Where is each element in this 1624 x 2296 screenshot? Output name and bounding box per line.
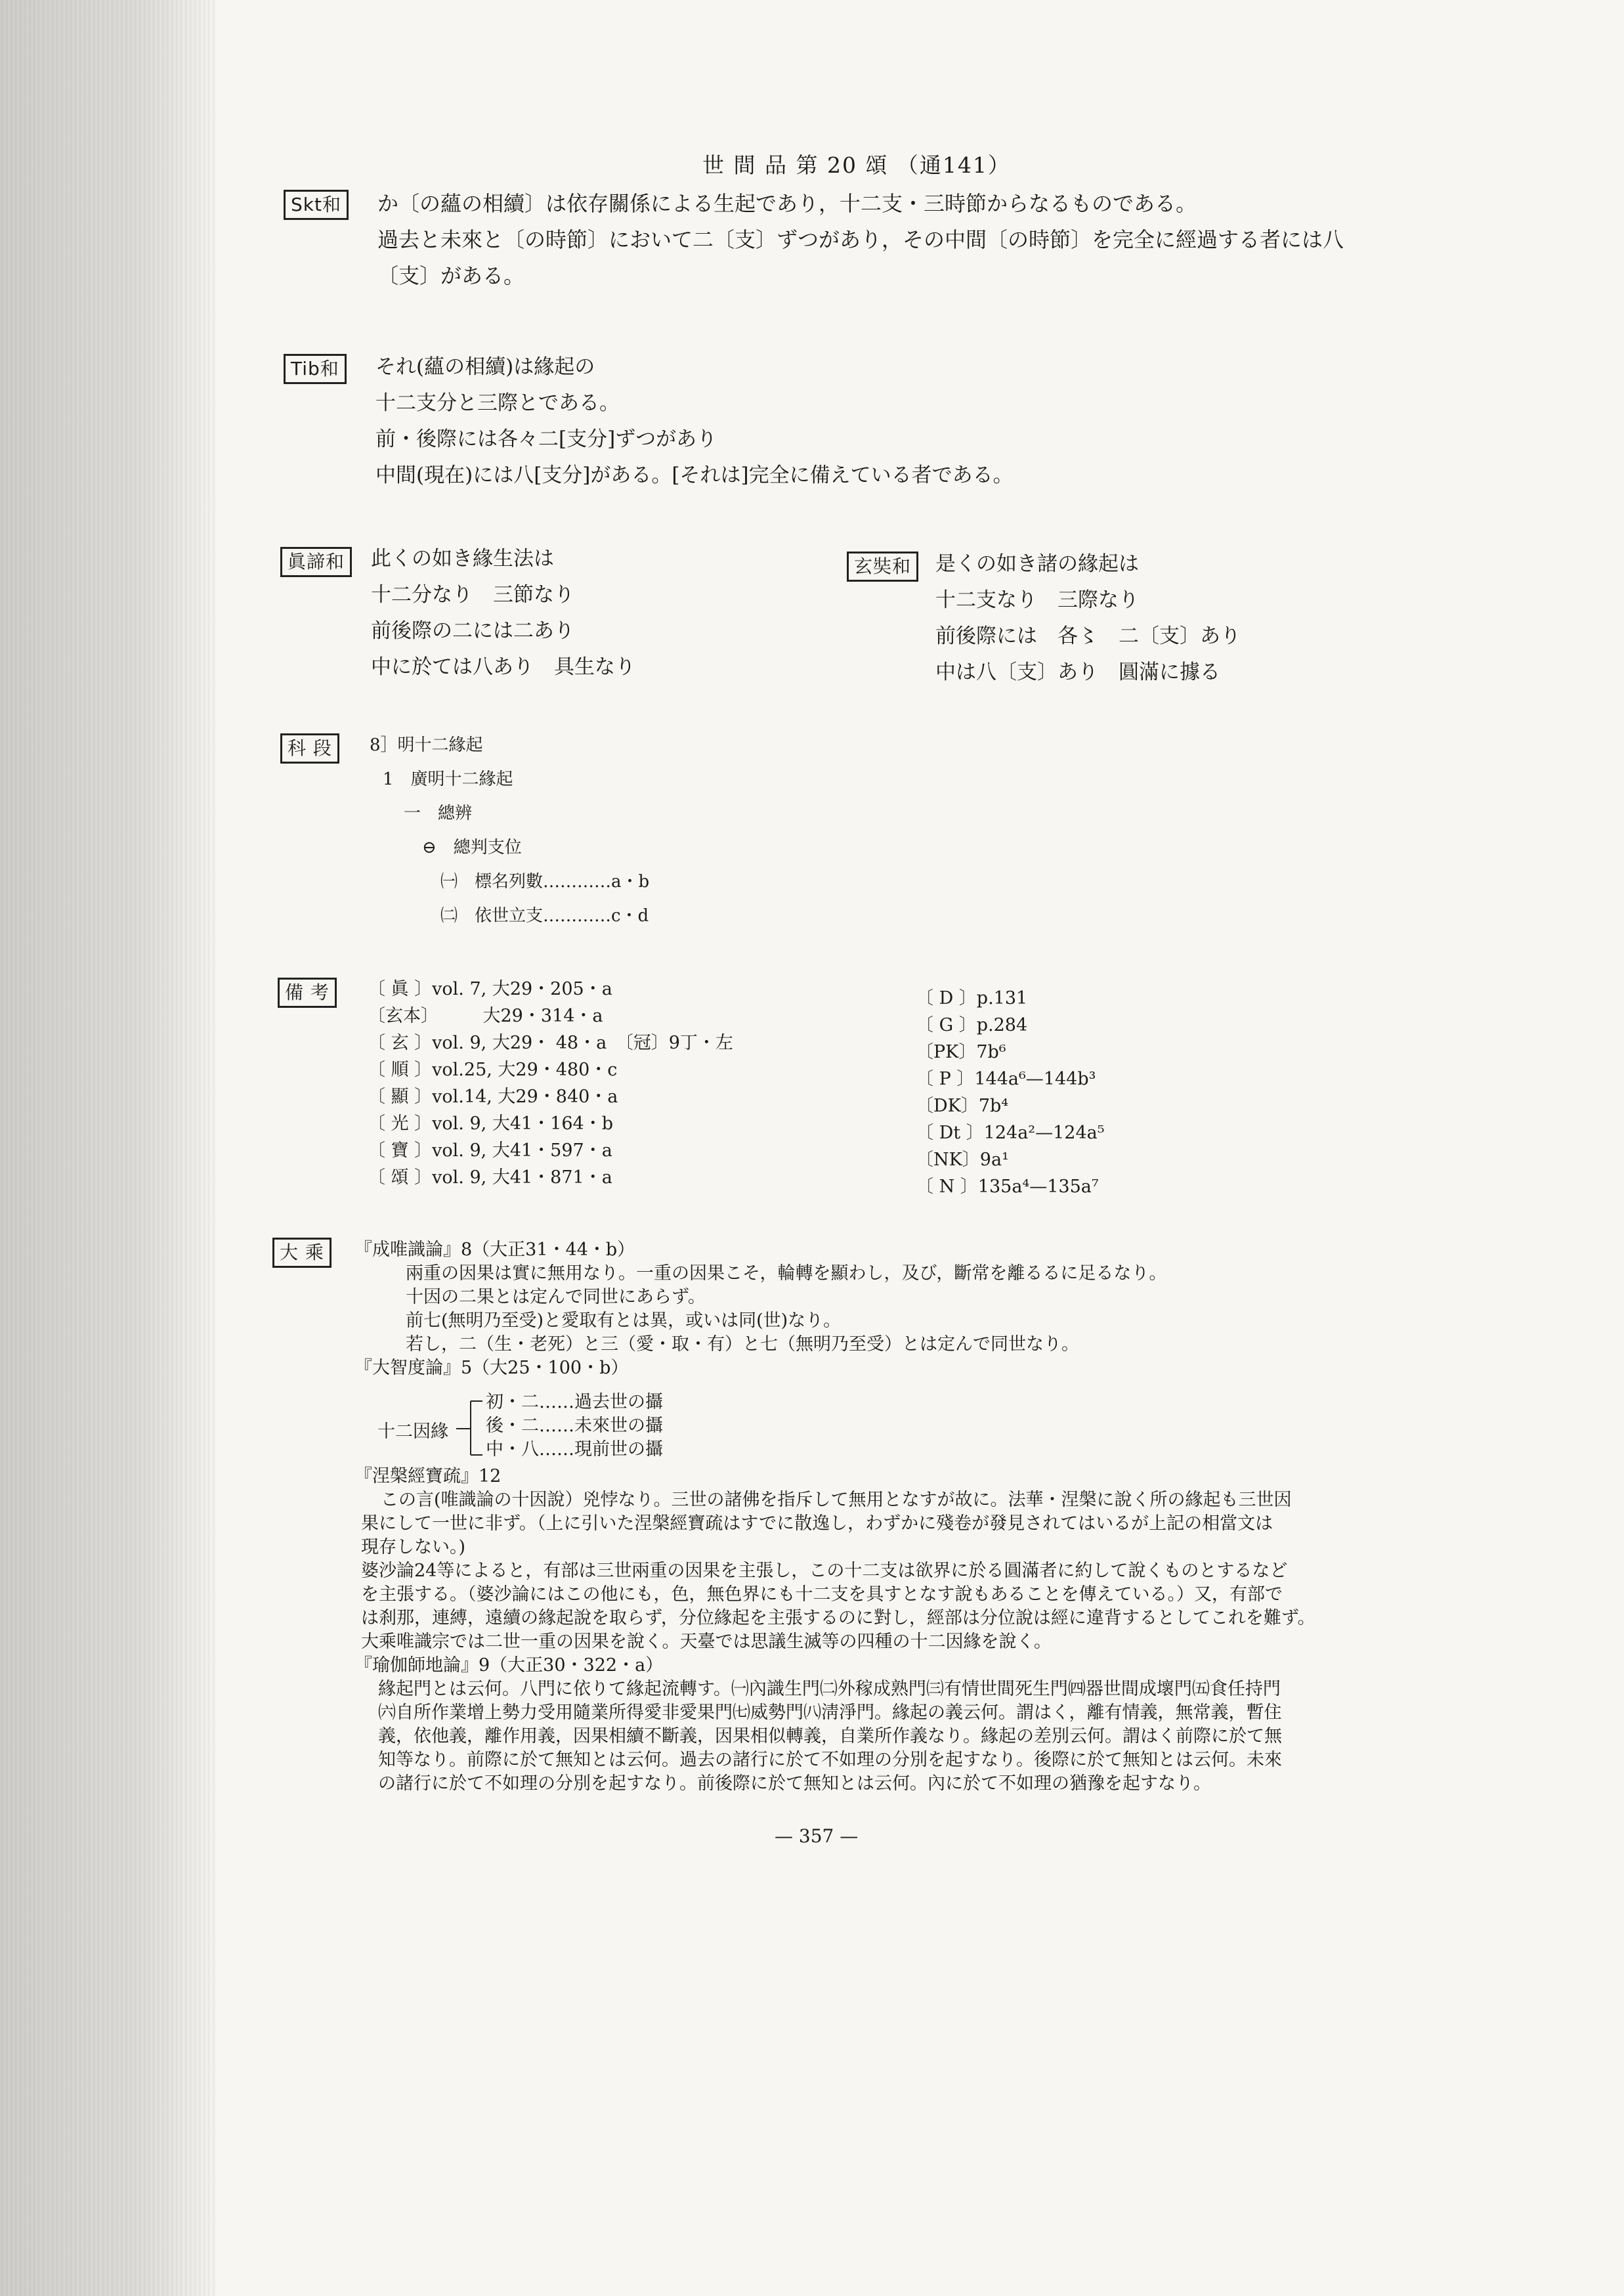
source-title: 『成唯識論』8（大正31・44・b） <box>354 1240 635 1260</box>
shindai-label: 眞諦和 <box>280 547 352 577</box>
bracket-item: 中・八……現前世の攝 <box>486 1439 663 1460</box>
tib-line: それ(蘊の相續)は緣起の <box>375 355 595 379</box>
daijo-line: 十因の二果とは定んで同世にあらず。 <box>406 1287 706 1307</box>
page-title: 世 間 品 第 20 頌 （通141） <box>702 152 1011 178</box>
daijo-line: この言(唯識論の十因說）兇悖なり。三世の諸佛を指斥して無用となすが故に。法華・涅槃に說く所の緣起も三世因 <box>381 1490 1292 1510</box>
daijo-line: 若し，二（生・老死）と三（愛・取・有）と七（無明乃至受）とは定んで同世なり。 <box>406 1334 1079 1354</box>
ref-line: 〔 玄 〕vol. 9, 大29・ 48・a 〔冠〕9丁・左 <box>368 1033 733 1053</box>
kadan-item: 1 廣明十二緣起 <box>383 769 513 789</box>
genjo-text <box>935 546 1241 691</box>
ref-line: 〔 D 〕p.131 <box>916 988 1028 1008</box>
shindai-line: 十二分なり 三節なり <box>371 583 574 607</box>
genjo-label: 玄奘和 <box>847 552 918 582</box>
tib-line: 中間(現在)には八[支分]がある。[それは]完全に備えている者である。 <box>375 464 1014 487</box>
kadan-item: 一 總辨 <box>404 804 473 823</box>
bracket-item: 初・二……過去世の攝 <box>486 1392 663 1412</box>
daijo-line: 婆沙論24等によると，有部は三世兩重の因果を主張し，この十二支は欲界に於る圓滿者に約して說くものとするなど <box>361 1561 1288 1581</box>
daijo-line: 緣起門とは云何。八門に依りて緣起流轉す。㈠內識生門㈡外稼成熟門㈢有情世間死生門㈣器世間成壞門㈤食任持門 <box>378 1679 1281 1699</box>
source-title: 『涅槃經寶疏』12 <box>354 1466 502 1486</box>
skt-line: 過去と未來と〔の時節〕において二〔支〕ずつがあり，その中間〔の時節〕を完全に經過する者には八 <box>377 227 1344 252</box>
daijo-text-continued <box>354 1465 1315 1796</box>
daijo-line: を主張する。（婆沙論にはこの他にも，色，無色界にも十二支を具すとなす說もあることを傳えている。）又，有部で <box>361 1584 1283 1605</box>
daijo-line: ㈥自所作業增上勢力受用隨業所得愛非愛果門㈦威勢門㈧淸淨門。緣起の義云何。謂はく，離有情義，無常義，暫住 <box>378 1702 1282 1723</box>
daijo-text <box>354 1238 1166 1380</box>
ref-line: 〔 頌 〕vol. 9, 大41・871・a <box>368 1167 612 1188</box>
page-number: — 357 — <box>775 1825 859 1847</box>
bracket-item: 後・二……未來世の攝 <box>486 1416 663 1436</box>
daijo-label: 大 乘 <box>272 1238 331 1268</box>
biko-right-refs <box>916 985 1105 1200</box>
daijo-line: 義，依他義，離作用義，因果相續不斷義，因果相似轉義，自業所作義なり。緣起の差別云何。謂はく前際に於て無 <box>378 1726 1282 1746</box>
skt-line: 〔支〕がある。 <box>377 263 525 288</box>
bracket-root: 十二因緣 <box>377 1421 448 1442</box>
biko-label: 備 考 <box>278 978 337 1008</box>
kadan-item: ㈡ 依世立支…………c・d <box>440 906 649 926</box>
daijo-line: 知等なり。前際に於て無知とは云何。過去の諸行に於て不如理の分別を起すなり。後際に於て無知とは云何。未來 <box>378 1750 1282 1770</box>
daijo-line: 大乘唯識宗では二世一重の因果を說く。天臺では思議生滅等の四種の十二因緣を說く。 <box>361 1632 1052 1652</box>
ref-line: 〔 光 〕vol. 9, 大41・164・b <box>368 1114 613 1134</box>
kadan-outline <box>370 732 649 929</box>
scan-shadow-edge <box>0 0 217 2296</box>
ref-line: 〔玄本〕 大29・314・a <box>368 1006 603 1026</box>
kadan-item: ㈠ 標名列數…………a・b <box>440 872 650 892</box>
source-title: 『瑜伽師地論』9（大正30・322・a） <box>354 1655 664 1676</box>
daijo-line: 兩重の因果は實に無用なり。一重の因果こそ，輪轉を顯わし，及び，斷常を離るるに足るなり。 <box>406 1263 1167 1284</box>
shindai-text <box>371 541 635 685</box>
ref-line: 〔 G 〕p.284 <box>916 1015 1028 1035</box>
kadan-item: 8］明十二緣起 <box>370 735 483 755</box>
ref-line: 〔 眞 〕vol. 7, 大29・205・a <box>368 979 612 999</box>
shindai-line: 此くの如き緣生法は <box>371 547 554 571</box>
ref-line: 〔 順 〕vol.25, 大29・480・c <box>368 1060 618 1080</box>
shindai-line: 中に於ては八あり 具生なり <box>371 655 635 679</box>
ref-line: 〔 P 〕144a⁶—144b³ <box>916 1069 1096 1089</box>
skt-label: Skt和 <box>284 190 349 220</box>
ref-line: 〔 顯 〕vol.14, 大29・840・a <box>368 1087 618 1107</box>
kadan-label: 科 段 <box>280 733 339 764</box>
biko-left-refs <box>368 976 733 1191</box>
tib-text <box>375 349 1014 494</box>
skt-text <box>377 186 1344 294</box>
daijo-line: は刹那，連縛，遠續の緣起說を取らず，分位緣起を主張するのに對し，經部は分位說は經に違背するとしてこれを難ず。 <box>361 1608 1315 1628</box>
ref-line: 〔 Dt 〕124a²—124a⁵ <box>916 1123 1105 1143</box>
genjo-line: 中は八〔支〕あり 圓滿に據る <box>935 661 1220 684</box>
source-title: 『大智度論』5（大25・100・b） <box>354 1358 629 1378</box>
daijo-line: の諸行に於て不如理の分別を起すなり。前後際に於て無知とは云何。內に於て不如理の猶豫を起すなり。 <box>378 1773 1211 1794</box>
genjo-line: 前後際には 各〻 二〔支〕あり <box>935 624 1241 648</box>
tib-line: 十二支分と三際とである。 <box>375 391 620 415</box>
ref-line: 〔DK〕7b⁴ <box>916 1096 1009 1116</box>
shindai-line: 前後際の二には二あり <box>371 619 574 643</box>
tib-line: 前・後際には各々二[支分]ずつがあり <box>375 427 717 451</box>
skt-line: か〔の蘊の相續〕は依存關係による生起であり，十二支・三時節からなるものである。 <box>377 191 1197 216</box>
genjo-line: 十二支なり 三際なり <box>935 588 1139 612</box>
daijo-line: 前七(無明乃至受)と愛取有とは異，或いは同(世)なり。 <box>406 1310 842 1331</box>
ref-line: 〔PK〕7b⁶ <box>916 1042 1006 1062</box>
ref-line: 〔NK〕9a¹ <box>916 1150 1009 1170</box>
ref-line: 〔 N 〕135a⁴—135a⁷ <box>916 1177 1099 1197</box>
ref-line: 〔 寶 〕vol. 9, 大41・597・a <box>368 1140 612 1161</box>
daijo-line: 現存しない。) <box>361 1537 466 1557</box>
genjo-line: 是くの如き諸の緣起は <box>935 552 1139 576</box>
tib-label: Tib和 <box>284 354 347 384</box>
daijo-line: 果にして一世に非ず。（上に引いた涅槃經寶疏はすでに散逸し，わずかに殘卷が發見されてはいるが上記の相當文は <box>361 1513 1273 1534</box>
kadan-item: ⊖ 總判支位 <box>422 838 522 857</box>
